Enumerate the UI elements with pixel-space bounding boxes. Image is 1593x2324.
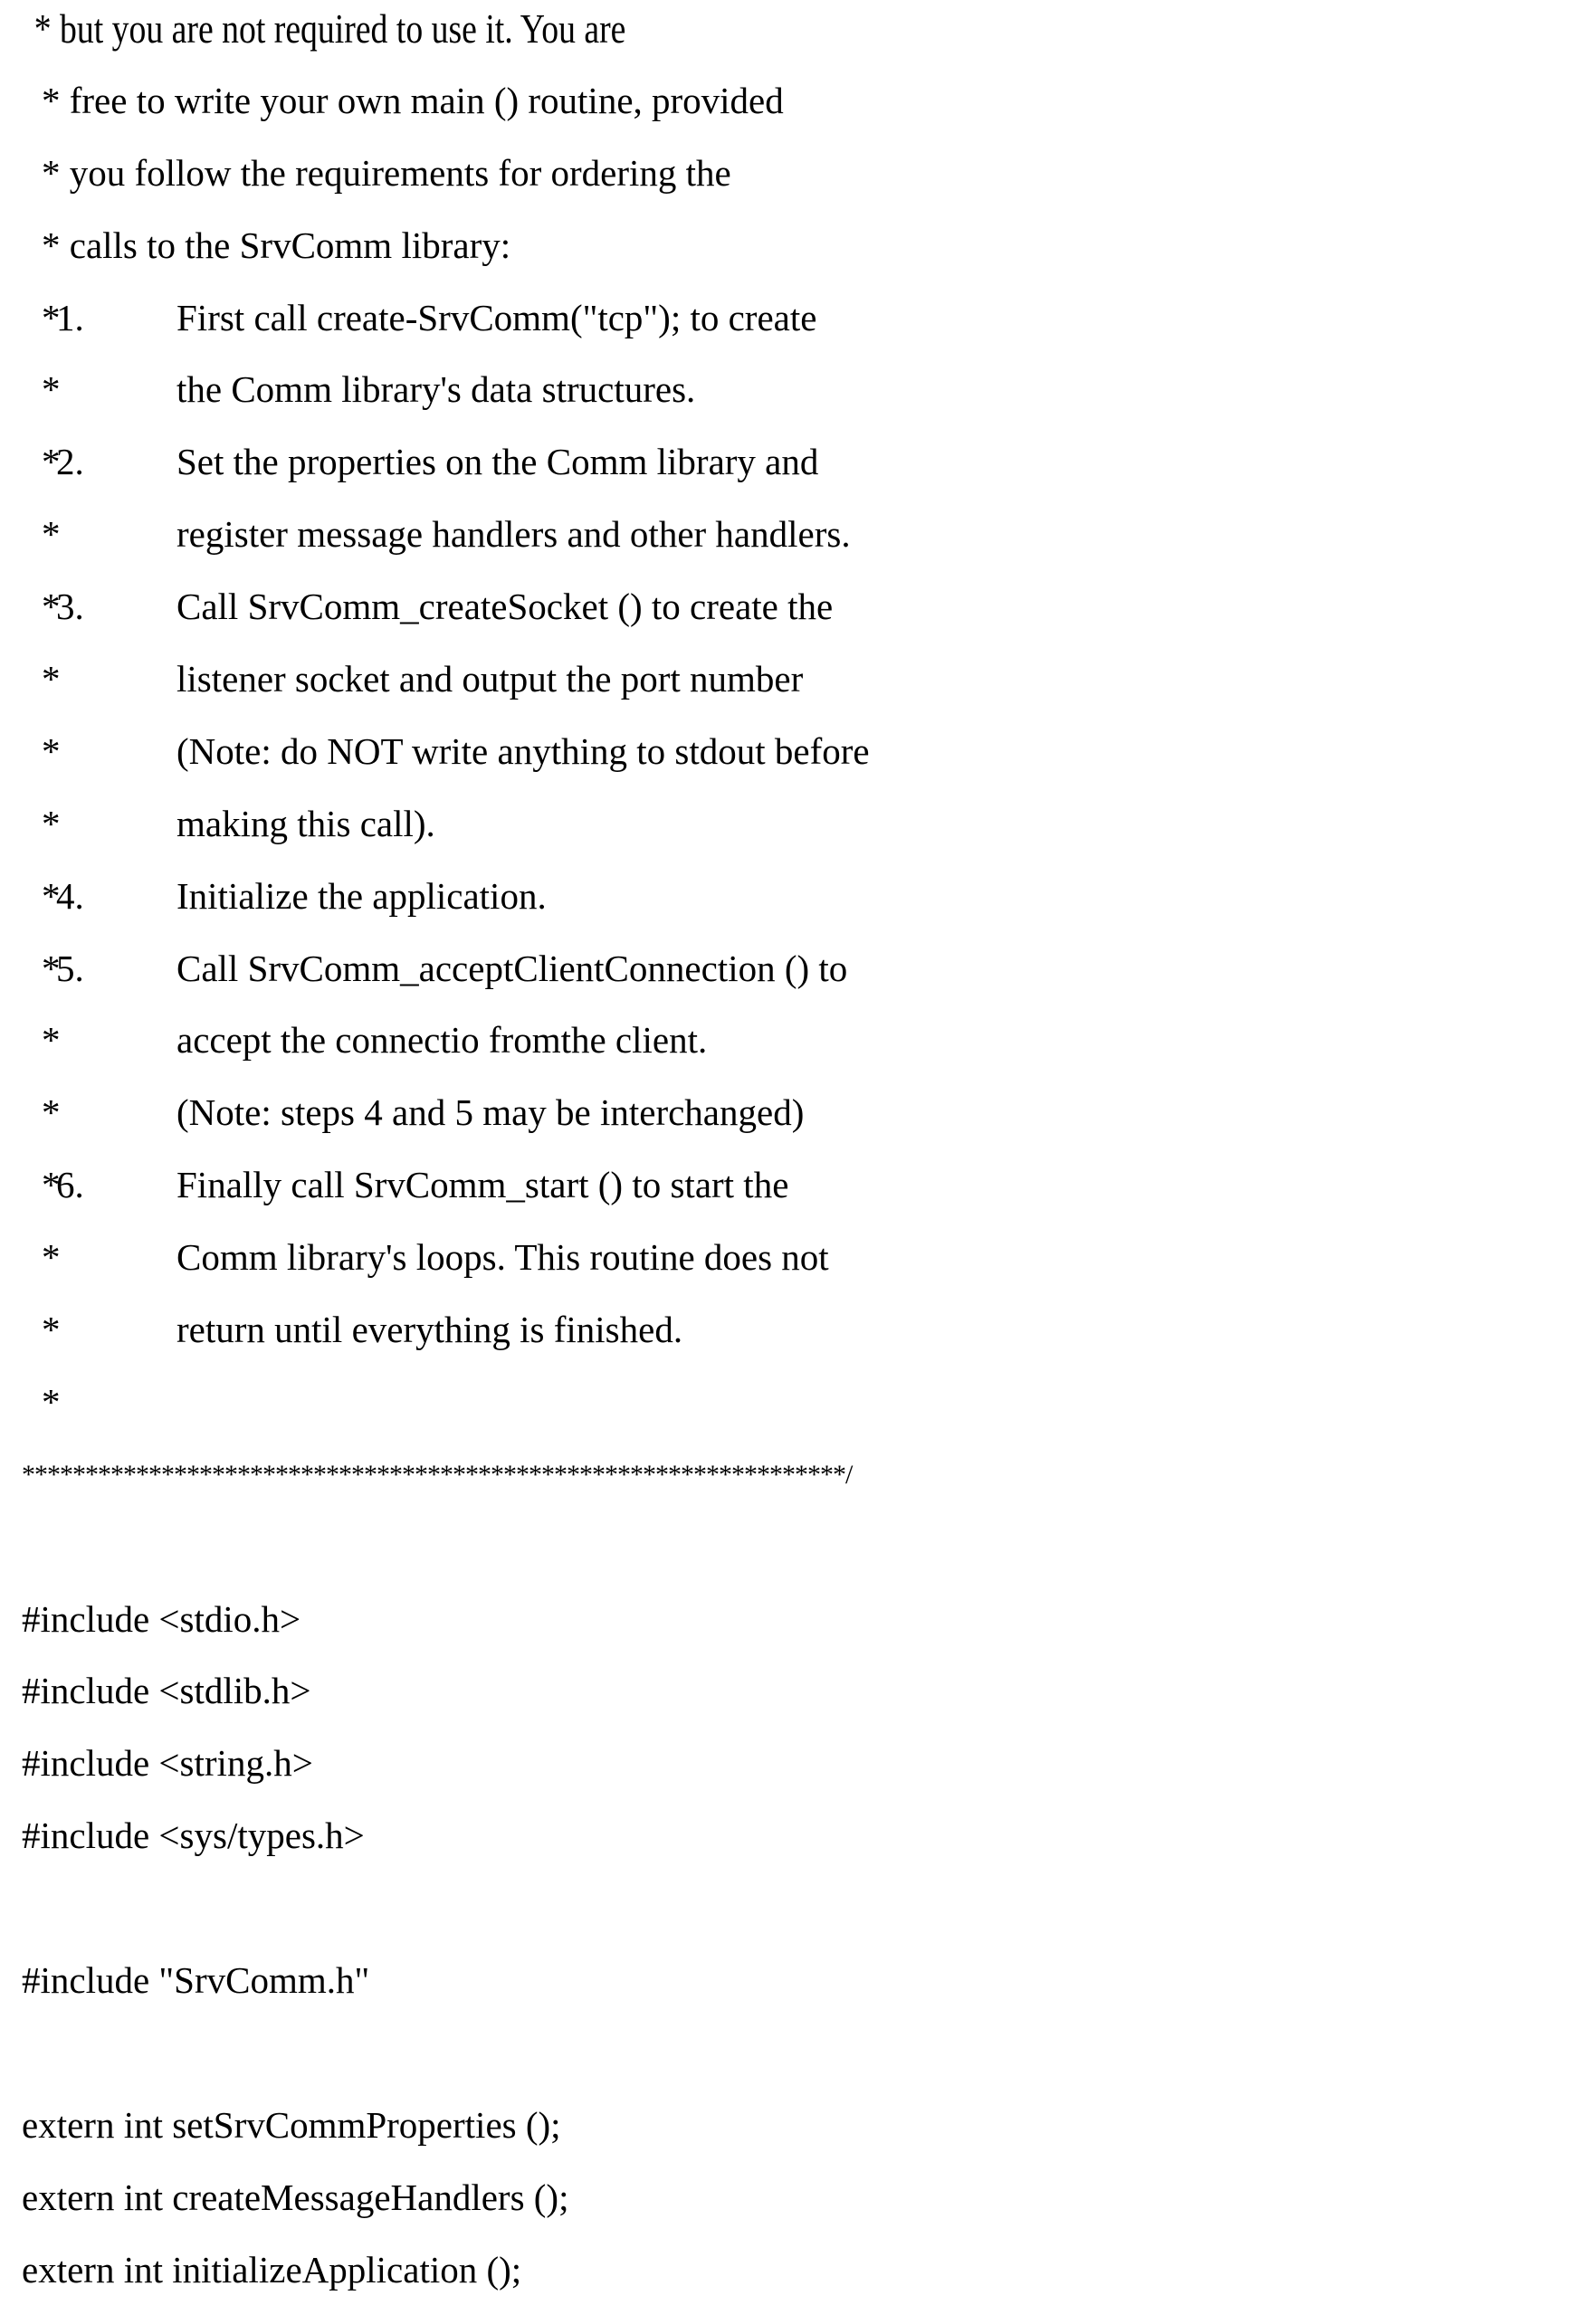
comment-step-line xyxy=(0,716,1593,788)
step-text: making this call). xyxy=(176,788,435,861)
step-text: Set the properties on the Comm library and xyxy=(176,426,818,499)
comment-line xyxy=(0,0,1306,65)
comment-step-line xyxy=(0,571,1593,643)
extern-line xyxy=(0,2234,1593,2307)
step-number: 5. xyxy=(56,933,84,1005)
comment-star: * xyxy=(42,282,61,355)
comment-step-line xyxy=(0,1149,1593,1222)
extern-create-handlers: extern int createMessageHandlers (); xyxy=(22,2162,568,2234)
step-number: 4. xyxy=(56,861,84,933)
extern-initialize-app: extern int initializeApplication (); xyxy=(22,2234,521,2307)
include-line xyxy=(0,1584,1593,1656)
comment-terminator: *****************************************************************/ xyxy=(22,1439,852,1511)
comment-text: * but you are not required to use it. You are xyxy=(34,0,626,65)
step-text: Finally call SrvComm_start () to start the xyxy=(176,1149,788,1222)
step-number: 6. xyxy=(56,1149,84,1222)
code-listing xyxy=(0,0,1593,2307)
comment-step-line xyxy=(0,933,1593,1005)
comment-star: * xyxy=(42,571,61,643)
comment-step-line xyxy=(0,643,1593,716)
blank-line xyxy=(0,1872,1593,1945)
comment-text: * you follow the requirements for ordering the xyxy=(42,138,731,210)
comment-step-line xyxy=(0,1222,1593,1294)
step-text: (Note: do NOT write anything to stdout before xyxy=(176,716,870,788)
extern-line xyxy=(0,2162,1593,2234)
step-text: return until everything is finished. xyxy=(176,1294,682,1367)
extern-line xyxy=(0,2090,1593,2162)
comment-step-line xyxy=(0,1077,1593,1149)
comment-step-line xyxy=(0,1294,1593,1367)
include-line xyxy=(0,1800,1593,1872)
step-text: (Note: steps 4 and 5 may be interchanged) xyxy=(176,1077,804,1149)
comment-star: * xyxy=(42,499,61,571)
step-text: First call create-SrvComm("tcp"); to create xyxy=(176,282,816,355)
include-string: #include <string.h> xyxy=(22,1728,313,1800)
include-sys-types: #include <sys/types.h> xyxy=(22,1800,365,1872)
comment-star: * xyxy=(42,1367,61,1439)
comment-star: * xyxy=(42,1294,61,1367)
comment-step-line xyxy=(0,499,1593,571)
step-text: the Comm library's data structures. xyxy=(176,354,695,426)
step-text: Call SrvComm_acceptClientConnection () to xyxy=(176,933,847,1005)
blank-line xyxy=(0,1511,1593,1584)
include-stdio: #include <stdio.h> xyxy=(22,1584,300,1656)
comment-star: * xyxy=(42,716,61,788)
comment-step-line xyxy=(0,282,1593,355)
step-text: Call SrvComm_createSocket () to create the xyxy=(176,571,833,643)
comment-star: * xyxy=(42,1222,61,1294)
include-srvcomm: #include "SrvComm.h" xyxy=(22,1945,369,2017)
comment-text: * calls to the SrvComm library: xyxy=(42,210,510,282)
comment-line xyxy=(0,210,1593,282)
comment-line xyxy=(0,65,1593,138)
comment-step-line xyxy=(0,426,1593,499)
step-number: 1. xyxy=(56,282,84,355)
step-text: Comm library's loops. This routine does not xyxy=(176,1222,829,1294)
step-text: listener socket and output the port number xyxy=(176,643,803,716)
comment-star: * xyxy=(42,426,61,499)
comment-star: * xyxy=(42,643,61,716)
comment-star: * xyxy=(42,1149,61,1222)
step-number: 3. xyxy=(56,571,84,643)
blank-line xyxy=(0,2017,1593,2090)
comment-star: * xyxy=(42,933,61,1005)
comment-step-line xyxy=(0,788,1593,861)
comment-step-line xyxy=(0,861,1593,933)
comment-star: * xyxy=(42,354,61,426)
comment-text: * free to write your own main () routine, provided xyxy=(42,65,784,138)
comment-star: * xyxy=(42,1005,61,1077)
comment-step-line xyxy=(0,1005,1593,1077)
step-number: 2. xyxy=(56,426,84,499)
step-text: register message handlers and other handlers. xyxy=(176,499,851,571)
step-text: accept the connectio fromthe client. xyxy=(176,1005,707,1077)
comment-end-rule xyxy=(0,1439,1593,1511)
include-line xyxy=(0,1945,1593,2017)
step-text: Initialize the application. xyxy=(176,861,547,933)
include-stdlib: #include <stdlib.h> xyxy=(22,1655,311,1728)
comment-line xyxy=(0,138,1593,210)
comment-step-line xyxy=(0,354,1593,426)
comment-step-line xyxy=(0,1367,1593,1439)
extern-set-properties: extern int setSrvCommProperties (); xyxy=(22,2090,561,2162)
comment-star: * xyxy=(42,788,61,861)
comment-star: * xyxy=(42,1077,61,1149)
include-line xyxy=(0,1728,1593,1800)
include-line xyxy=(0,1655,1593,1728)
comment-star: * xyxy=(42,861,61,933)
